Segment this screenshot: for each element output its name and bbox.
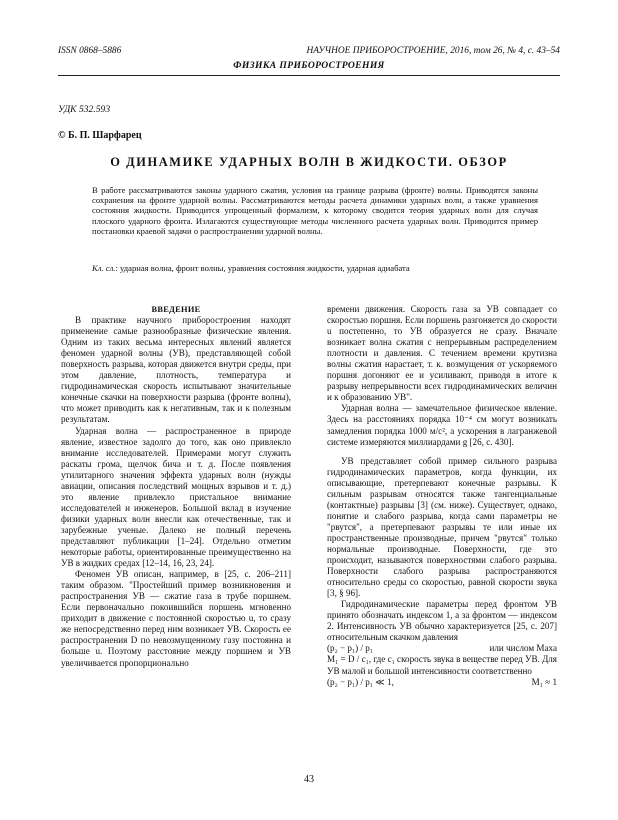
paragraph: УВ представляет собой пример сильного разрыва гидродинамических параметров, когда функции, их описывающие, претерпевают конечные разрывы. К сильным разрывам относятся также тангенциальные (контактные) разрывы [3] (см. ниже). Существует, однако, понятие и слабого разрыва, когда сами параметры не "рвутся", а претерпевают разрывы те или иные их пространственные производные, причем "рвутся" только нормальные производные. Поверхности, где это происходит, называются поверхностями слабого разрыва. Поверхности слабого разрыва распространяются относительно среды со скоростью, равной скорости звука [3, § 96]. — [327, 455, 557, 599]
section-label: ФИЗИКА ПРИБОРОСТРОЕНИЯ — [227, 60, 390, 71]
paragraph: Гидродинамические параметры перед фронтом УВ принято обозначать индексом 1, а за фронтом — индексом 2. Интенсивность УВ обычно характеризуется [25, с. 207] относительным скачком давления — [327, 599, 557, 643]
paragraph: M₁ = D / c₁, где c₁ скорость звука в веществе перед УВ. Для УВ малой и большой интенсивности соответственно — [327, 654, 557, 676]
formula-line — [327, 643, 557, 654]
paragraph-fragment: или числом Маха — [489, 643, 557, 654]
section-rule — [58, 75, 560, 76]
intro-heading: ВВЕДЕНИЕ — [151, 305, 201, 314]
keywords-label: Кл. сл. — [92, 263, 116, 273]
keywords-text: : ударная волна, фронт волны, уравнения состояния жидкости, ударная адиабата — [115, 263, 410, 273]
udk-code: УДК 532.593 — [58, 104, 111, 115]
paragraph: В практике научного приборостроения находят применение самые разнообразные физические явления. Одним из таких весьма интересных явлений является феномен ударной волны (УВ), представляющей собой поверхность разрыва, которая движется внутри среды, при этом давление, плотность, температура и гидродинамическая скорость испытывают значительные конечные скачки на поверхности разрыва (фронте волны), что может приводить как к негативным, так и к полезным результатам. — [61, 315, 291, 425]
journal-running-head: НАУЧНОЕ ПРИБОРОСТРОЕНИЕ, 2016, том 26, № 4, с. 43–54 — [306, 46, 560, 56]
section-heading — [58, 60, 560, 71]
paper-title: О ДИНАМИКЕ УДАРНЫХ ВОЛН В ЖИДКОСТИ. ОБЗОР — [110, 155, 508, 169]
paragraph: времени движения. Скорость газа за УВ совпадает со скоростью поршня. Если поршень разгоняется до скорости u постепенно, то УВ образуется не сразу. Вначале возникает волна сжатия с непрерывным распределением плотности и давления. С течением времени крутизна волны сжатия нарастает, т. к. возмущения от ускоряемого поршня догоняют ее и усиливают, приводя в итоге к разрыву непрерывности всех гидродинамических величин и к образованию УВ". — [327, 304, 557, 403]
paragraph: Ударная волна — замечательное физическое явление. Здесь на расстояниях порядка 10⁻⁴ см могут возникать замедления порядка 1000 м/с², а ускорения в лагранжевой системе измеряются миллиардами g [26, с. 430]. — [327, 403, 557, 447]
formula-line — [327, 677, 557, 688]
left-column — [61, 304, 291, 669]
right-column — [327, 304, 557, 688]
abstract: В работе рассматриваются законы ударного сжатия, условия на границе разрыва (фронте) волны. Приводятся законы сохранения на фронте ударной волны. Рассматриваются методы расчета динамики ударных волн, а также уравнения состояния жидкости. Приводится упрощенный формализм, к которому сводится теория ударных волн для случая плоского ударного фронта. Излагаются существующие методы численного расчета ударных волн. Приводится пример постановки краевой задачи о распространении ударной волны. — [92, 185, 538, 236]
issn: ISSN 0868–5886 — [58, 46, 122, 56]
keywords — [92, 263, 538, 273]
author: © Б. П. Шарфарец — [58, 130, 142, 141]
paragraph: Феномен УВ описан, например, в [25, с. 206–211] таким образом. "Простейший пример возникновения и распространения УВ — сжатие газа в трубе поршнем. Если первоначально покоившийся поршень мгновенно приходит в движение с постоянной скоростью u, то сразу же непосредственно перед ним возникает УВ. Скорость ее распространения D по невозмущенному газу постоянна и больше u. Поэтому расстояние между поршнем и УВ увеличивается пропорционально — [61, 569, 291, 668]
mach-formula: M₁ ≈ 1 — [531, 676, 557, 687]
page-number: 43 — [304, 774, 314, 785]
weak-shock-formula: (p₂ − p₁) / p₁ ≪ 1, — [327, 676, 394, 687]
pressure-jump-formula: (p₂ − p₁) / p₁ — [327, 643, 373, 654]
paragraph: Ударная волна — распространенное в природе явление, известное задолго до того, как оно привлекло внимание исследователей. Примерами могут служить раскаты грома, щелчок бича и т. д. После появления утилитарного значения эффекта ударных волн (нужды авиации, описания последствий мощных взрывов и т. д.) это явление привлекло пристальное внимание исследователей и инженеров. Большой вклад в изучение физики ударных волн внесли как отечественные, так и зарубежные ученые. Далеко не полный перечень представляют публикации [1–24]. Отдельно отметим некоторые работы, ориентированные преимущественно на УВ в жидких средах [12–14, 16, 23, 24]. — [61, 425, 291, 569]
